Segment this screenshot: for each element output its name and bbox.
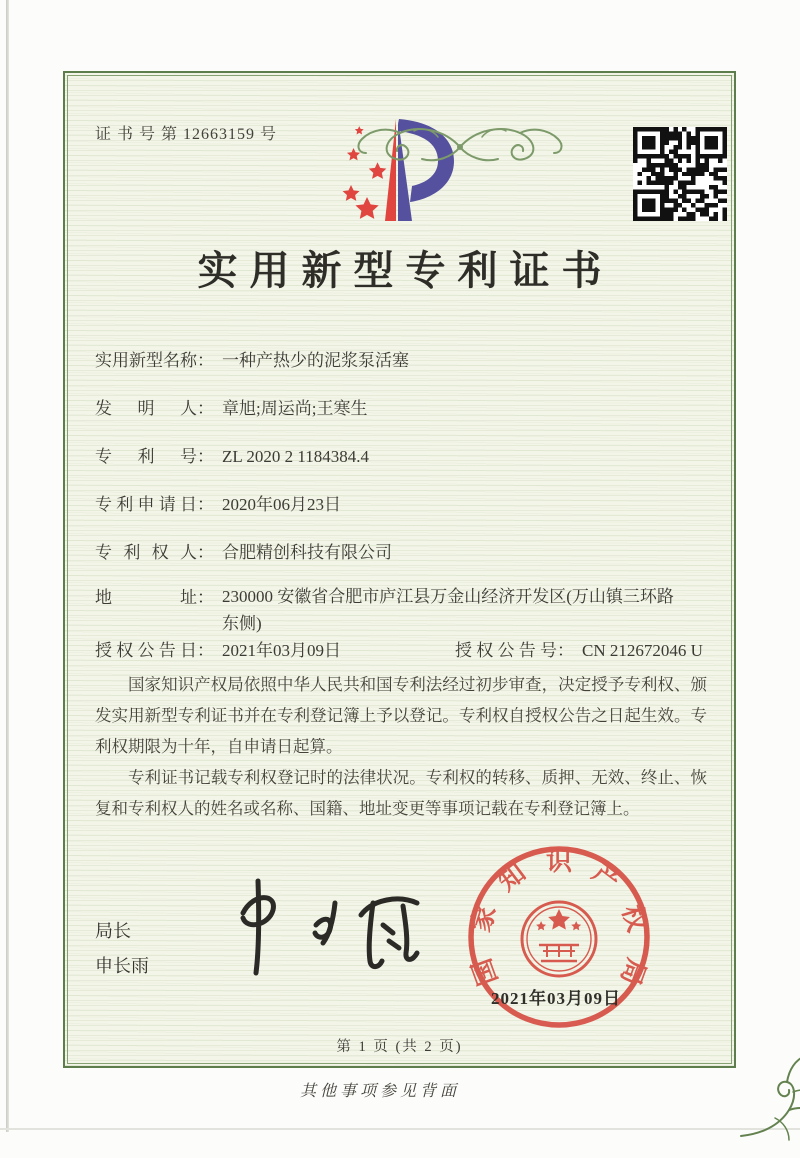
svg-text:产: 产 — [587, 857, 626, 897]
field-value: 2020年06月23日 — [222, 495, 341, 514]
field-label: 地 址 — [95, 588, 197, 607]
certificate-number: 证 书 号 第 12663159 号 — [95, 126, 278, 143]
field-grant-number — [455, 636, 703, 661]
page-number: 第 1 页 (共 2 页) — [336, 1039, 463, 1055]
scan-page-edge-bottom — [0, 1128, 800, 1130]
colon: ： — [197, 543, 214, 562]
field-value: CN 212672046 U — [582, 641, 703, 660]
colon: ： — [557, 641, 574, 660]
colon: ： — [197, 351, 214, 370]
field-label: 授 权 公 告 日 — [95, 641, 197, 660]
top-flourish-ornament-icon — [348, 113, 572, 177]
field-label: 实 用 新 型 名 称 — [95, 351, 197, 370]
svg-text:权: 权 — [616, 901, 652, 936]
legal-text — [95, 669, 707, 824]
field-value: 章旭;周运尚;王寒生 — [222, 399, 368, 418]
field-patent-number — [95, 442, 369, 467]
field-grant-row — [95, 636, 703, 661]
colon: ： — [197, 495, 214, 514]
field-utility-model-name — [95, 346, 409, 371]
colon: ： — [197, 447, 214, 466]
scan-page-edge — [6, 0, 9, 1132]
svg-text:识: 识 — [545, 847, 573, 876]
colon: ： — [197, 588, 214, 607]
svg-text:家: 家 — [466, 901, 502, 936]
director-title: 局长 — [95, 921, 131, 941]
field-label: 专 利 号 — [95, 447, 197, 466]
qr-code-icon — [633, 127, 727, 221]
national-emblem-icon — [522, 902, 596, 976]
colon: ： — [197, 641, 214, 660]
svg-text:知: 知 — [492, 857, 531, 897]
svg-text:局: 局 — [614, 954, 652, 990]
svg-text:国: 国 — [466, 954, 504, 990]
corner-flourish-ornament-icon — [731, 1048, 800, 1158]
field-label: 发 明 人 — [95, 399, 197, 418]
certificate-frame — [63, 71, 736, 1068]
field-value: ZL 2020 2 1184384.4 — [222, 447, 370, 466]
field-value: 合肥精创科技有限公司 — [222, 543, 392, 562]
legal-paragraph-1: 国家知识产权局依照中华人民共和国专利法经过初步审查，决定授予专利权、颁发实用新型专利证书并在专利登记簿上予以登记。专利权自授权公告之日起生效。专利权期限为十年，自申请日起算。 — [95, 675, 707, 756]
official-seal — [461, 841, 666, 1056]
field-value: 230000 安徽省合肥市庐江县万金山经济开发区(万山镇三环路东侧) — [222, 587, 674, 633]
field-address — [95, 583, 684, 637]
field-filing-date — [95, 490, 341, 515]
field-value: 一种产热少的泥浆泵活塞 — [222, 351, 409, 370]
back-note: 其他事项参见背面 — [299, 1083, 460, 1100]
handwritten-signature-icon — [213, 873, 453, 988]
field-label: 专 利 权 人 — [95, 543, 197, 562]
seal-date: 2021年03月09日 — [491, 989, 621, 1008]
field-inventors — [95, 394, 367, 419]
field-label: 授 权 公 告 号 — [455, 641, 557, 660]
field-label: 专 利 申 请 日 — [95, 495, 197, 514]
field-patentee — [95, 538, 392, 563]
certificate-title: 实用新型专利证书 — [197, 248, 614, 293]
colon: ： — [197, 399, 214, 418]
field-value: 2021年03月09日 — [222, 641, 341, 660]
director-name: 申长雨 — [95, 956, 149, 976]
legal-paragraph-2: 专利证书记载专利权登记时的法律状况。专利权的转移、质押、无效、终止、恢复和专利权人的姓名或名称、国籍、地址变更等事项记载在专利登记簿上。 — [95, 768, 707, 818]
